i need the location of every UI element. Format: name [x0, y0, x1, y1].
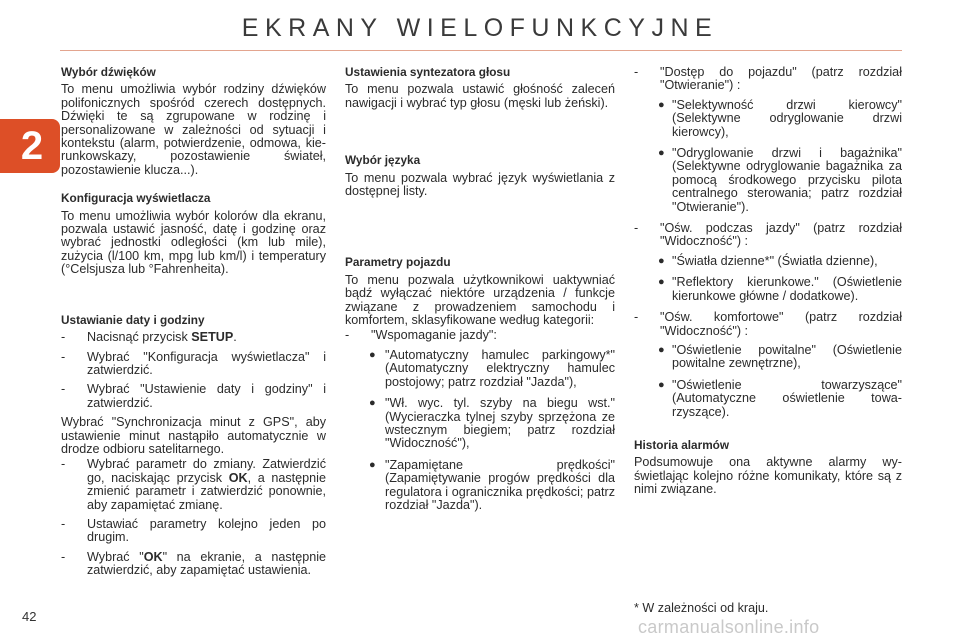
page-title: EKRANY WIELOFUNKCYJNE: [241, 14, 719, 42]
section-text: To menu pozwala ustawić głośność zaleceń nawigacji i wybrać typ głosu (męski lub żeński).: [345, 82, 615, 110]
section-text: To menu pozwala wybrać język wyświetlania z dostępnej listy.: [345, 170, 615, 199]
category-group: [634, 66, 902, 214]
chapter-tab: 2: [0, 119, 60, 173]
bullet-marker: ●: [369, 348, 376, 361]
section-alarm-history: [634, 439, 902, 497]
category-item: - "Ośw. podczas jazdy" (patrz rozdział "Widoczność") :: [634, 221, 902, 249]
list-item: - Wybrać "OK" na ekranie, a następnie zatwierdzić, aby zapamiętać ustawienia.: [61, 549, 327, 578]
section-title: Ustawienia syntezatora głosu: [345, 65, 511, 79]
dash-marker: -: [61, 516, 66, 531]
list-item: ● "Oświetlenie powitalne" (Oświetlenie powitalne zewnętrzne),: [658, 342, 902, 371]
section-title: Ustawianie daty i godziny: [61, 312, 205, 327]
section-title: Parametry pojazdu: [345, 255, 451, 270]
section-text: To menu pozwala użytkownikowi uaktywniać bądź wyłączać niektóre urządzenia / funkcje związane z prowadzeniem samochodu i komfortem, sklasyfikowane według kategorii:: [345, 272, 615, 328]
dash-marker: -: [634, 310, 639, 325]
list-item: - Wybrać "Ustawienie daty i godziny" i zatwierdzić.: [61, 382, 326, 410]
section-display-config: [61, 192, 326, 276]
category-item: - "Wspomaganie jazdy":: [345, 328, 497, 343]
footnote: * W zależności od kraju.: [634, 601, 769, 615]
bullet-marker: ●: [658, 276, 665, 289]
list-item: ● "Reflektory kierunkowe." (Oświetlenie kierunkowe główne / dodatkowe).: [658, 275, 902, 303]
category-group: [634, 222, 902, 303]
dash-marker: -: [61, 457, 66, 472]
steps-list: [61, 458, 326, 577]
dash-marker: -: [61, 330, 66, 345]
column-middle: [345, 66, 615, 520]
section-vehicle-params: [345, 256, 615, 512]
list-item: ● "Zapamiętane prędkości" (Zapamiętywanie progów prędkości dla regulatora i ogranicznika prędkości; patrz rozdział "Jazda").: [369, 457, 615, 512]
list-item: ● "Automatyczny hamulec parkingowy*" (Automatyczny elektryczny hamulec postojowy; patrz rozdział "Jazda"),: [369, 347, 615, 389]
bullet-marker: ●: [658, 378, 665, 391]
section-title: Wybór języka: [345, 153, 421, 168]
bullet-marker: ●: [369, 458, 376, 471]
dash-marker: -: [61, 382, 66, 397]
bullet-marker: ●: [658, 254, 665, 267]
category-item: - "Ośw. komfortowe" (patrz rozdział "Widoczność") :: [634, 310, 902, 338]
button-reference-ok: OK: [143, 549, 163, 564]
list-item: ● "Światła dzienne*" (Światła dzienne),: [658, 253, 878, 268]
bullet-marker: ●: [658, 98, 665, 111]
button-reference-ok: OK: [228, 470, 248, 485]
page-number: 42: [22, 609, 37, 624]
section-text: To menu umożliwia wybór kolorów dla ekranu, pozwala ustawić jasność, datę i godzinę oraz wybrać jednostki odległości (km lub mile), zużycia (l/100 km, mpg lub km/l) i temperatury (°Celsjusza lub °Fahrenheita).: [61, 208, 326, 277]
dash-marker: -: [61, 349, 66, 364]
list-item: - Nacisnąć przycisk SETUP.: [61, 330, 237, 345]
section-sound-selection: [61, 66, 326, 177]
bullet-marker: ●: [658, 147, 665, 160]
category-item: - "Dostęp do pojazdu" (patrz rozdział "Otwieranie") :: [634, 65, 902, 93]
watermark: carmanualsonline.info: [638, 617, 820, 637]
list-item: ● "Selektywność drzwi kierowcy" (Selektywne odryglowanie drzwi kierowcy),: [658, 97, 902, 139]
category-group: [634, 311, 902, 419]
dash-marker: -: [634, 221, 639, 236]
section-text: To menu umożliwia wybór rodziny dźwięków polifonicznych spośród czerech dostępnych. Dźwięki te są zgrupowane w rodzinę i personalizowane w zależności od sytuacji i kontekstu (alarm, potwierdzenie, odmowa, kierunkowskazy, pozostawienie świateł, pozostawienie klucza...).: [61, 82, 326, 177]
section-title: Konfiguracja wyświetlacza: [61, 191, 211, 206]
column-right: [634, 66, 902, 497]
list-item: ● "Oświetlenie towarzyszące" (Automatyczne oświetlenie towarzyszące).: [658, 377, 902, 419]
section-title: Historia alarmów: [634, 437, 730, 452]
dash-marker: -: [345, 328, 350, 343]
header-divider: [60, 50, 902, 51]
dash-marker: -: [634, 65, 639, 79]
list-item: ● "Odryglowanie drzwi i bagażnika" (Selektywne odryglowanie bagażnika za pomocą środkowego przycisku pilota centralnego sterowania; patrz rozdział "Otwieranie").: [658, 146, 902, 214]
column-left: [61, 66, 326, 584]
section-language: [345, 154, 615, 198]
list-item: - Wybrać parametr do zmiany. Zatwierdzić go, naciskając przycisk OK, a następnie zmienić parametr i zatwierdzić ponownie, aby zapamiętać zmianę.: [61, 457, 326, 512]
dash-marker: -: [61, 549, 66, 564]
bullet-marker: ●: [658, 343, 665, 356]
section-voice-synth: [345, 66, 615, 110]
section-text: Wybrać "Synchronizacja minut z GPS", aby ustawienie minut nastąpiło automatycznie w drodze odbioru satelitarnego.: [61, 415, 326, 456]
list-item: ● "Wł. wyc. tyl. szyby na biegu wst." (Wycieraczka tylnej szyby sprzężona ze wstecznym biegiem; patrz rozdział "Widoczność"),: [369, 396, 615, 451]
section-date-time: [61, 314, 326, 578]
section-text: Podsumowuje ona aktywne alarmy wyświetlając kolejno różne komunikaty, które są z nimi związane.: [634, 455, 902, 497]
steps-list: [61, 331, 326, 410]
button-reference-setup: SETUP: [191, 330, 234, 345]
list-item: - Wybrać "Konfiguracja wyświetlacza" i zatwierdzić.: [61, 349, 326, 377]
section-title: Wybór dźwięków: [61, 65, 156, 79]
list-item: - Ustawiać parametry kolejno jeden po drugim.: [61, 516, 326, 545]
bullet-marker: ●: [369, 397, 376, 410]
